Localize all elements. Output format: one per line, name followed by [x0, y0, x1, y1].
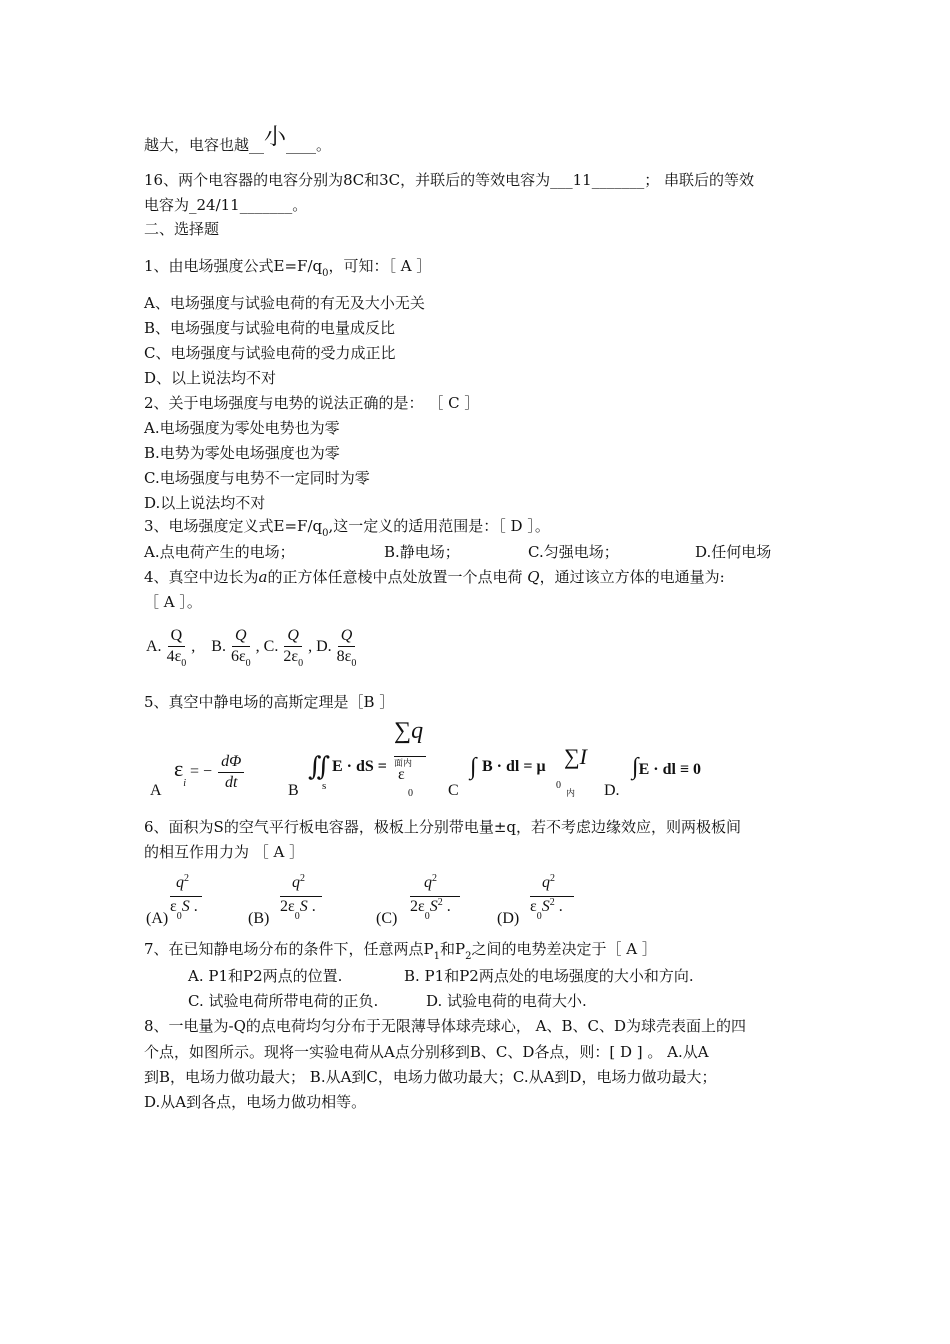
numerator: q [542, 874, 550, 891]
subscript: 0 [181, 658, 187, 669]
subscript: 0 [298, 658, 304, 669]
question-3-option-d: D.任何电场 [695, 543, 772, 561]
den-sup: 2 [437, 897, 443, 908]
fraction [218, 752, 244, 793]
question-7-option-c: C. 试验电荷所带电荷的正负. [188, 992, 379, 1010]
question-8-line-2: 个点，如图所示。现将一实验电荷从A点分别移到B、C、D各点，则：[ D ] 。 A.从A [144, 1043, 709, 1061]
double-integral: ∬ [308, 752, 331, 781]
numerator: Q [284, 626, 302, 647]
text: 6ε [230, 648, 246, 665]
question-2-stem: 2、关于电场强度与电势的说法正确的是： ［ C ］ [144, 394, 480, 412]
den-sup: 2 [549, 897, 555, 908]
label: C. [263, 638, 279, 656]
subscript: 0 [322, 528, 329, 539]
numerator: q [292, 874, 300, 891]
superscript: 2 [550, 873, 555, 884]
question-16: 16、两个电容器的电容分别为8C和3C，并联后的等效电容为___11_______； 串联后的等效 [144, 171, 754, 189]
text: 和P [440, 940, 466, 958]
den-sub: 0 [294, 911, 300, 922]
den-pre: 2ε [410, 898, 425, 915]
q5-option-d-label: D. [604, 782, 620, 799]
sep: , [255, 638, 260, 656]
question-2-option-a: A.电场强度为零处电势也为零 [144, 419, 340, 437]
den-pre: ε [530, 898, 537, 915]
text: 4、真空中边长为 [144, 568, 259, 586]
q5-option-b-label: B [288, 782, 299, 799]
question-3-stem [144, 516, 550, 539]
question-3-option-a: A.点电荷产生的电场； [144, 543, 295, 561]
den-sub: 0 [424, 911, 430, 922]
subscript: 2 [465, 951, 472, 962]
text: 2ε [283, 648, 299, 665]
question-1-option-d: D、以上说法均不对 [144, 369, 277, 387]
dot: . [446, 898, 451, 915]
expression: B · dl = μ [482, 758, 546, 775]
numerator: q [176, 874, 184, 891]
math-q: Q [527, 568, 540, 586]
question-8-line-1: 8、一电量为-Q的点电荷均匀分布于无限薄导体球壳球心， A、B、C、D为球壳表面上的四 [144, 1017, 747, 1035]
question-16-cont: 电容为_24/11_______。 [144, 196, 308, 214]
subscript: 0 [351, 658, 357, 669]
text: 的正方体任意棱中点处放置一个点电荷 [267, 568, 528, 586]
expression: E · dl ≡ 0 [638, 761, 702, 778]
subscript: 0 [245, 658, 251, 669]
denominator [228, 647, 254, 669]
text: ____。 [286, 136, 332, 154]
sum-q: ∑q [394, 718, 424, 744]
numerator: Q [168, 626, 186, 647]
label: B. [211, 638, 226, 656]
fraction-bar [280, 896, 322, 897]
den-pre: ε [170, 898, 177, 915]
inner-label: 面内 [394, 758, 413, 768]
integral: ∫ [470, 754, 477, 780]
question-2-option-c: C.电场强度与电势不一定同时为零 [144, 469, 370, 487]
numerator: q [424, 874, 432, 891]
q5-option-a-formula [174, 752, 246, 793]
epsilon: ε [174, 756, 184, 782]
q6-option-a-label: (A) [146, 910, 169, 927]
question-4-answer: ［ A ］。 [144, 593, 202, 611]
denominator: ε [398, 766, 405, 783]
dot: . [311, 898, 316, 915]
question-4-stem [144, 567, 725, 587]
question-4-options [146, 626, 361, 669]
text: 1、由电场强度公式E=F/q [144, 257, 323, 275]
question-3-option-c: C.匀强电场； [528, 543, 619, 561]
surface-label: s [322, 780, 327, 792]
q5-option-a-label: A [150, 782, 162, 799]
den-s: S [181, 898, 190, 915]
fraction [228, 626, 254, 669]
question-2-option-b: B.电势为零处电场强度也为零 [144, 444, 340, 462]
fraction-bar [410, 896, 460, 897]
den-sub: 0 [176, 911, 182, 922]
question-7-option-d: D. 试验电荷的电荷大小. [426, 992, 587, 1010]
question-1-stem [144, 256, 431, 279]
subscript: 1 [433, 951, 441, 962]
inner-label: 内 [566, 788, 576, 798]
denominator [334, 647, 360, 669]
numerator: Q [232, 626, 250, 647]
numerator: dΦ [218, 752, 244, 773]
fraction [164, 626, 190, 669]
superscript: 2 [184, 873, 189, 884]
den-s: S [541, 898, 550, 915]
label: A. [146, 638, 162, 656]
text: 7、在已知静电场分布的条件下，任意两点P [144, 940, 434, 958]
question-5-stem: 5、真空中静电场的高斯定理是［B ］ [144, 693, 395, 711]
question-7-option-b: B. P1和P2两点处的电场强度的大小和方向. [404, 967, 694, 985]
question-1-option-a: A、电场强度与试验电荷的有无及大小无关 [144, 294, 425, 312]
dot: . [558, 898, 563, 915]
question-8-line-3: 到B，电场力做功最大； B.从A到C，电场力做功最大；C.从A到D，电场力做功最大； [144, 1068, 717, 1086]
label: D. [316, 638, 332, 656]
q6-option-d-label: (D) [497, 910, 520, 927]
text: ，可知：［ A ］ [328, 257, 432, 275]
q5-option-c-label: C [448, 782, 459, 799]
den-pre: 2ε [280, 898, 295, 915]
expression: E · dS = [332, 758, 387, 775]
fraction-bar [170, 896, 202, 897]
section-title: 二、选择题 [144, 220, 220, 238]
question-2-option-d: D.以上说法均不对 [144, 494, 266, 512]
question-1-option-c: C、电场强度与试验电荷的受力成正比 [144, 344, 396, 362]
den-s: S [299, 898, 308, 915]
blank-line-capacitance [144, 125, 332, 155]
handwritten-answer: 小 [264, 125, 287, 150]
fraction [334, 626, 360, 669]
text: 3、电场强度定义式E=F/q [144, 517, 323, 535]
text: 之间的电势差决定于［ A ］ [471, 940, 657, 958]
text: 越大，电容也越__ [144, 136, 265, 154]
text: 4ε [166, 648, 182, 665]
question-3-option-b: B.静电场； [384, 543, 460, 561]
subscript: 0 [556, 780, 561, 791]
question-6-stem-cont: 的相互作用力为 ［ A ］ [144, 843, 305, 861]
den-s: S [429, 898, 438, 915]
text: 8ε [336, 648, 352, 665]
question-1-option-b: B、电场强度与试验电荷的电量成反比 [144, 319, 396, 337]
equals: = − [190, 763, 213, 781]
subscript: 0 [408, 788, 413, 799]
numerator: Q [338, 626, 356, 647]
denominator [164, 647, 190, 669]
text: ，通过该立方体的电通量为: [539, 568, 725, 586]
q6-option-c-label: (C) [376, 910, 398, 927]
question-7-stem [144, 939, 657, 962]
sep: , [308, 638, 313, 656]
q5-option-d-formula [632, 754, 701, 781]
math-a: a [258, 568, 268, 586]
subscript: i [183, 778, 187, 790]
denominator: dt [224, 774, 238, 791]
superscript: 2 [432, 873, 437, 884]
dot: . [193, 898, 198, 915]
q6-option-b-label: (B) [248, 910, 270, 927]
text: ,这一定义的适用范围是：［ D ］。 [328, 517, 550, 535]
question-8-line-4: D.从A到各点，电场力做功相等。 [144, 1093, 367, 1111]
den-sub: 0 [536, 911, 542, 922]
integral: ∫ [632, 754, 639, 780]
sum-i: ∑I [564, 744, 588, 769]
fraction [280, 626, 306, 669]
sep: , [191, 638, 196, 656]
question-7-option-a: A. P1和P2两点的位置. [188, 967, 343, 985]
denominator [280, 647, 306, 669]
superscript: 2 [300, 873, 305, 884]
question-6-stem: 6、面积为S的空气平行板电容器，极板上分别带电量±q，若不考虑边缘效应，则两极板间 [144, 818, 741, 836]
subscript: 0 [322, 268, 329, 279]
